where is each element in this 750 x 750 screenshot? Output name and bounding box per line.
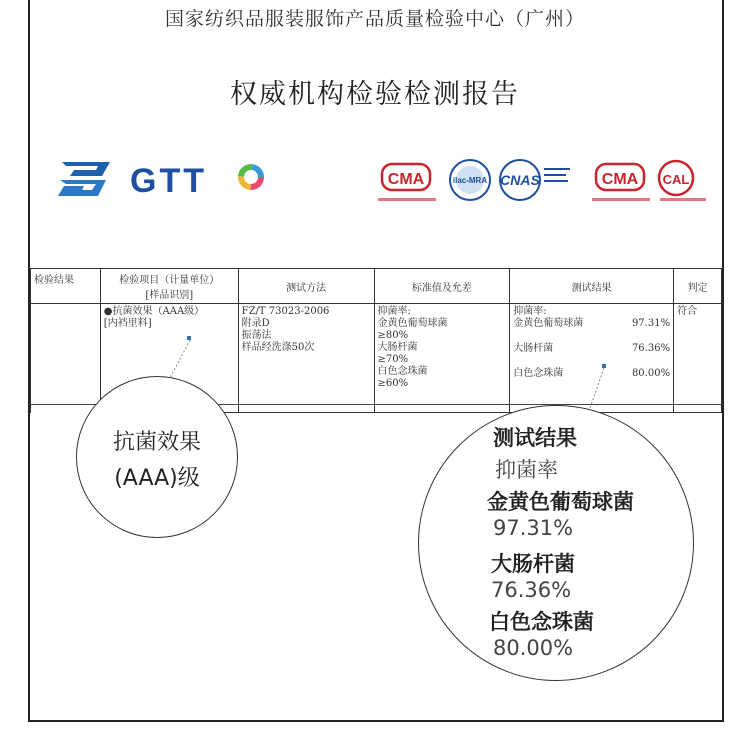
callout-right-item-name: 白色念珠菌 — [489, 610, 594, 634]
gtt-color-ring-icon — [236, 162, 266, 192]
cal-text: CAL — [662, 172, 690, 187]
result-name: 白色念珠菌 — [513, 368, 564, 379]
callout-right-title: 测试结果 — [493, 426, 577, 450]
callout-right-item-value: 97.31% — [493, 516, 574, 540]
result-name: 大肠杆菌 — [513, 343, 554, 354]
cma-logo-icon — [378, 164, 436, 201]
standard-line: 金黄色葡萄球菌 — [377, 318, 448, 329]
header-item — [100, 269, 238, 304]
standard-line: ≥70% — [377, 354, 409, 365]
cell-verdict: 符合 — [674, 304, 722, 413]
callout-circle-left — [76, 376, 238, 538]
report-title: 权威机构检验检测报告 — [230, 79, 520, 110]
gtt-letters: GTT — [130, 162, 207, 200]
callout-circle-right — [418, 405, 694, 681]
header-result: 检验结果 — [31, 269, 101, 304]
callout-left-line1: 抗菌效果 — [112, 430, 201, 455]
standard-line: ≥80% — [377, 330, 409, 341]
callout-right-item-value: 76.36% — [491, 578, 572, 602]
item-name: ●抗菌效果（AAA级） — [103, 306, 205, 317]
standard-line: ≥60% — [377, 378, 409, 389]
header-verdict: 判定 — [674, 269, 722, 304]
cal-logo-icon — [659, 161, 706, 201]
callout-right-subtitle: 抑菌率 — [495, 458, 558, 482]
header-item-label: 检验项目（计量单位） — [119, 275, 220, 286]
table-header-row — [31, 269, 722, 304]
cma-logo-2-icon — [592, 164, 650, 201]
method-line: FZ/T 73023-2006 — [241, 306, 330, 317]
ilac-mra-logo-icon — [450, 160, 490, 200]
result-line — [513, 318, 670, 330]
method-line: 附录D — [241, 318, 270, 329]
header-standard: 标准值及允差 — [374, 269, 510, 304]
cma-text: CMA — [387, 171, 425, 188]
organization-name: 国家纺织品服装服饰产品质量检验中心（广州） — [164, 8, 585, 30]
cell-standard — [374, 304, 510, 413]
result-line — [513, 368, 670, 380]
header-method: 测试方法 — [238, 269, 374, 304]
result-title: 抑菌率: — [513, 306, 547, 317]
cnas-logo-icon — [500, 160, 570, 200]
logo-row — [50, 152, 710, 210]
result-value: 97.31% — [631, 318, 671, 329]
callout-right-item-name: 金黄色葡萄球菌 — [487, 490, 634, 514]
gtt-logo-icon — [56, 160, 112, 200]
callout-dot-icon — [602, 364, 606, 368]
callout-right-item-name: 大肠杆菌 — [491, 552, 575, 576]
method-line: 样品经洗涤50次 — [241, 342, 315, 353]
cnas-text: CNAS — [500, 172, 540, 188]
callout-dot-icon — [187, 336, 191, 340]
cell-method — [238, 304, 374, 413]
method-line: 振荡法 — [241, 330, 272, 341]
callout-right-item-value: 80.00% — [493, 636, 574, 660]
cma-text-2: CMA — [601, 171, 639, 188]
gtt-logo-text — [130, 162, 207, 201]
result-line — [513, 343, 670, 355]
result-name: 金黄色葡萄球菌 — [513, 318, 584, 329]
cell-test-result — [510, 304, 674, 413]
standard-line: 大肠杆菌 — [377, 342, 418, 353]
item-sample: [内裆里料] — [103, 318, 152, 329]
header-sample-id: [样品识别] — [145, 290, 194, 301]
cell-empty — [31, 304, 101, 413]
callout-left-line2: (AAA)级 — [114, 466, 200, 491]
result-value: 80.00% — [631, 368, 671, 379]
result-value: 76.36% — [631, 343, 671, 354]
standard-line: 抑菌率: — [377, 306, 411, 317]
certification-logos — [370, 154, 710, 208]
standard-line: 白色念珠菌 — [377, 366, 428, 377]
ilac-text: ilac-MRA — [452, 176, 488, 185]
header-test-result: 测试结果 — [510, 269, 674, 304]
